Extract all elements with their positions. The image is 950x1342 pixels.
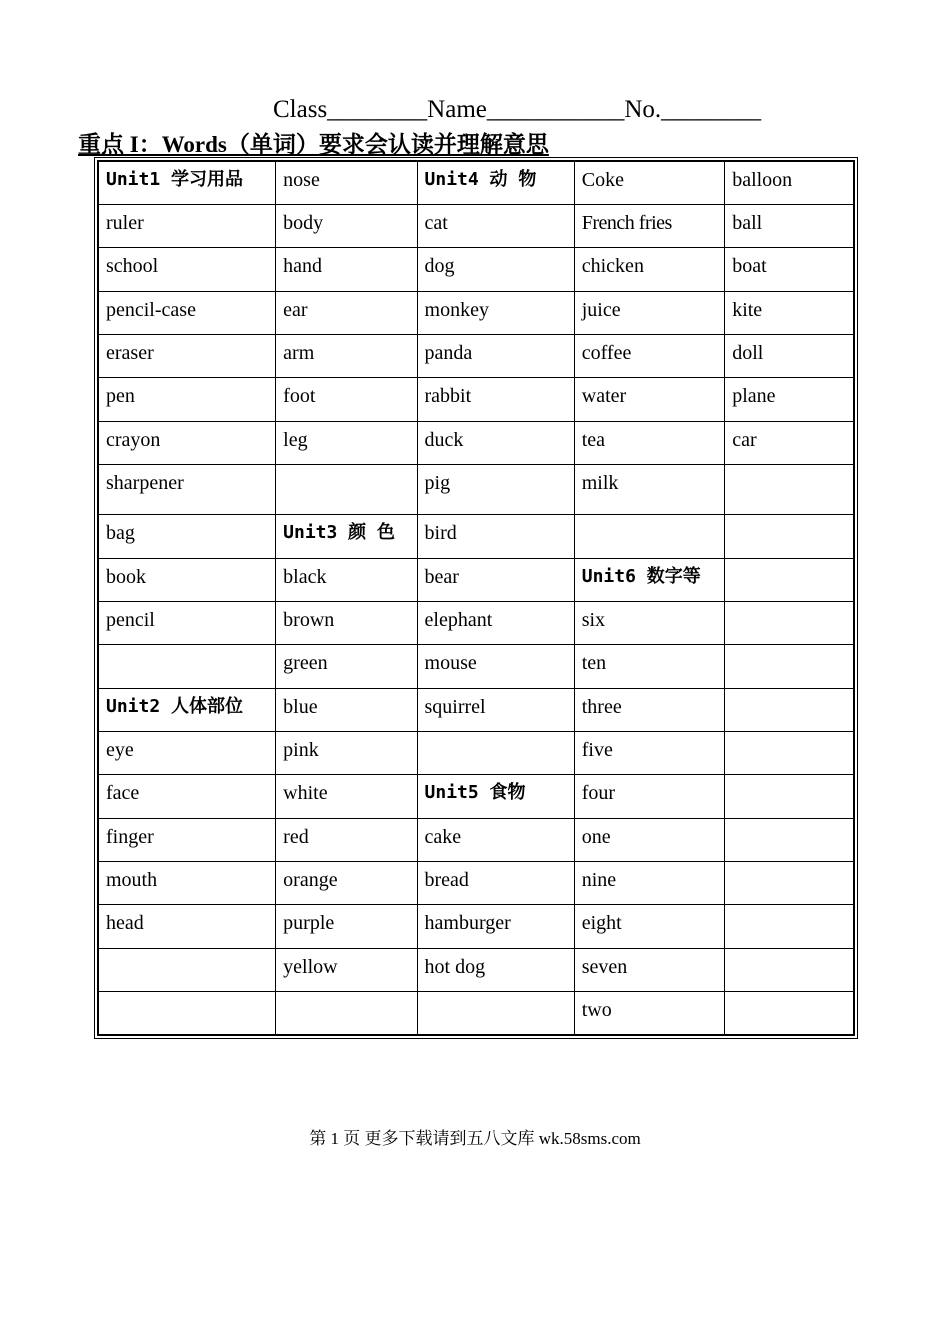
table-cell: two	[574, 992, 724, 1035]
page-footer: 第 1 页 更多下载请到五八文库 wk.58sms.com	[309, 1129, 641, 1148]
table-cell: sharpener	[98, 464, 276, 514]
table-row	[98, 645, 854, 688]
table-cell: Unit2 人体部位	[98, 688, 276, 731]
table-cell: foot	[276, 378, 417, 421]
table-cell: plane	[725, 378, 854, 421]
table-cell: Unit5 食物	[417, 775, 574, 818]
table-cell: ten	[574, 645, 724, 688]
table-cell: arm	[276, 334, 417, 377]
table-cell: tea	[574, 421, 724, 464]
table-cell: school	[98, 248, 276, 291]
table-cell	[276, 992, 417, 1035]
table-row	[98, 905, 854, 948]
table-row	[98, 421, 854, 464]
table-cell: eraser	[98, 334, 276, 377]
table-cell: eye	[98, 732, 276, 775]
table-cell: body	[276, 204, 417, 247]
table-cell: coffee	[574, 334, 724, 377]
table-cell: pen	[98, 378, 276, 421]
table-cell: monkey	[417, 291, 574, 334]
section-title: 重点 I：Words（单词）要求会认读并理解意思	[78, 132, 549, 157]
table-cell: rabbit	[417, 378, 574, 421]
table-cell: duck	[417, 421, 574, 464]
table-cell	[725, 992, 854, 1035]
table-cell: French fries	[574, 204, 724, 247]
table-cell	[417, 732, 574, 775]
table-row	[98, 515, 854, 558]
table-cell: doll	[725, 334, 854, 377]
table-cell: ball	[725, 204, 854, 247]
table-row	[98, 558, 854, 601]
table-cell: seven	[574, 948, 724, 991]
table-cell: finger	[98, 818, 276, 861]
table-cell: bird	[417, 515, 574, 558]
table-cell	[725, 558, 854, 601]
vocabulary-table-frame	[94, 157, 858, 1039]
table-cell: brown	[276, 601, 417, 644]
table-cell: dog	[417, 248, 574, 291]
table-cell: pencil	[98, 601, 276, 644]
table-cell: pencil-case	[98, 291, 276, 334]
table-cell: crayon	[98, 421, 276, 464]
table-cell: chicken	[574, 248, 724, 291]
table-cell: nose	[276, 161, 417, 204]
table-row	[98, 732, 854, 775]
table-cell: juice	[574, 291, 724, 334]
table-row	[98, 775, 854, 818]
table-cell	[725, 905, 854, 948]
table-cell: four	[574, 775, 724, 818]
table-cell: mouse	[417, 645, 574, 688]
table-cell: pig	[417, 464, 574, 514]
table-cell	[725, 464, 854, 514]
table-cell: mouth	[98, 862, 276, 905]
table-cell: red	[276, 818, 417, 861]
table-cell: blue	[276, 688, 417, 731]
table-cell: Coke	[574, 161, 724, 204]
table-cell: cake	[417, 818, 574, 861]
vocabulary-table	[97, 160, 855, 1036]
table-row	[98, 601, 854, 644]
table-cell: Unit6 数字等	[574, 558, 724, 601]
table-cell: six	[574, 601, 724, 644]
table-cell: green	[276, 645, 417, 688]
table-cell: head	[98, 905, 276, 948]
table-row	[98, 204, 854, 247]
table-cell	[725, 818, 854, 861]
table-cell	[98, 992, 276, 1035]
table-cell: milk	[574, 464, 724, 514]
table-cell: bread	[417, 862, 574, 905]
table-cell: cat	[417, 204, 574, 247]
table-cell: hot dog	[417, 948, 574, 991]
table-row	[98, 992, 854, 1035]
table-cell	[98, 645, 276, 688]
table-cell: bear	[417, 558, 574, 601]
table-cell: ruler	[98, 204, 276, 247]
table-row	[98, 948, 854, 991]
table-cell	[574, 515, 724, 558]
table-cell: black	[276, 558, 417, 601]
table-cell	[98, 948, 276, 991]
table-cell: panda	[417, 334, 574, 377]
table-cell: Unit1 学习用品	[98, 161, 276, 204]
table-cell: elephant	[417, 601, 574, 644]
table-row	[98, 334, 854, 377]
table-cell: five	[574, 732, 724, 775]
table-row	[98, 818, 854, 861]
table-cell: nine	[574, 862, 724, 905]
table-row	[98, 862, 854, 905]
table-cell: white	[276, 775, 417, 818]
table-row	[98, 248, 854, 291]
table-cell: purple	[276, 905, 417, 948]
table-cell	[725, 862, 854, 905]
table-cell: Unit4 动 物	[417, 161, 574, 204]
table-cell: water	[574, 378, 724, 421]
table-cell	[725, 732, 854, 775]
table-row	[98, 378, 854, 421]
table-row	[98, 688, 854, 731]
table-cell: yellow	[276, 948, 417, 991]
header-class-name-no: Class________Name___________No.________	[273, 96, 762, 123]
table-cell: squirrel	[417, 688, 574, 731]
table-row	[98, 291, 854, 334]
table-cell	[725, 515, 854, 558]
table-cell: eight	[574, 905, 724, 948]
table-cell: leg	[276, 421, 417, 464]
table-cell	[276, 464, 417, 514]
table-cell: face	[98, 775, 276, 818]
table-cell: car	[725, 421, 854, 464]
table-row	[98, 161, 854, 204]
table-cell: ear	[276, 291, 417, 334]
table-cell: orange	[276, 862, 417, 905]
table-cell	[725, 775, 854, 818]
table-cell	[725, 601, 854, 644]
table-cell: one	[574, 818, 724, 861]
table-cell: pink	[276, 732, 417, 775]
table-cell: hand	[276, 248, 417, 291]
table-cell: bag	[98, 515, 276, 558]
table-cell: Unit3 颜 色	[276, 515, 417, 558]
table-cell: three	[574, 688, 724, 731]
table-cell	[725, 948, 854, 991]
table-cell	[725, 688, 854, 731]
table-cell	[725, 645, 854, 688]
table-cell: hamburger	[417, 905, 574, 948]
table-cell: boat	[725, 248, 854, 291]
table-cell: kite	[725, 291, 854, 334]
table-cell	[417, 992, 574, 1035]
table-cell: book	[98, 558, 276, 601]
table-cell: balloon	[725, 161, 854, 204]
table-row	[98, 464, 854, 514]
